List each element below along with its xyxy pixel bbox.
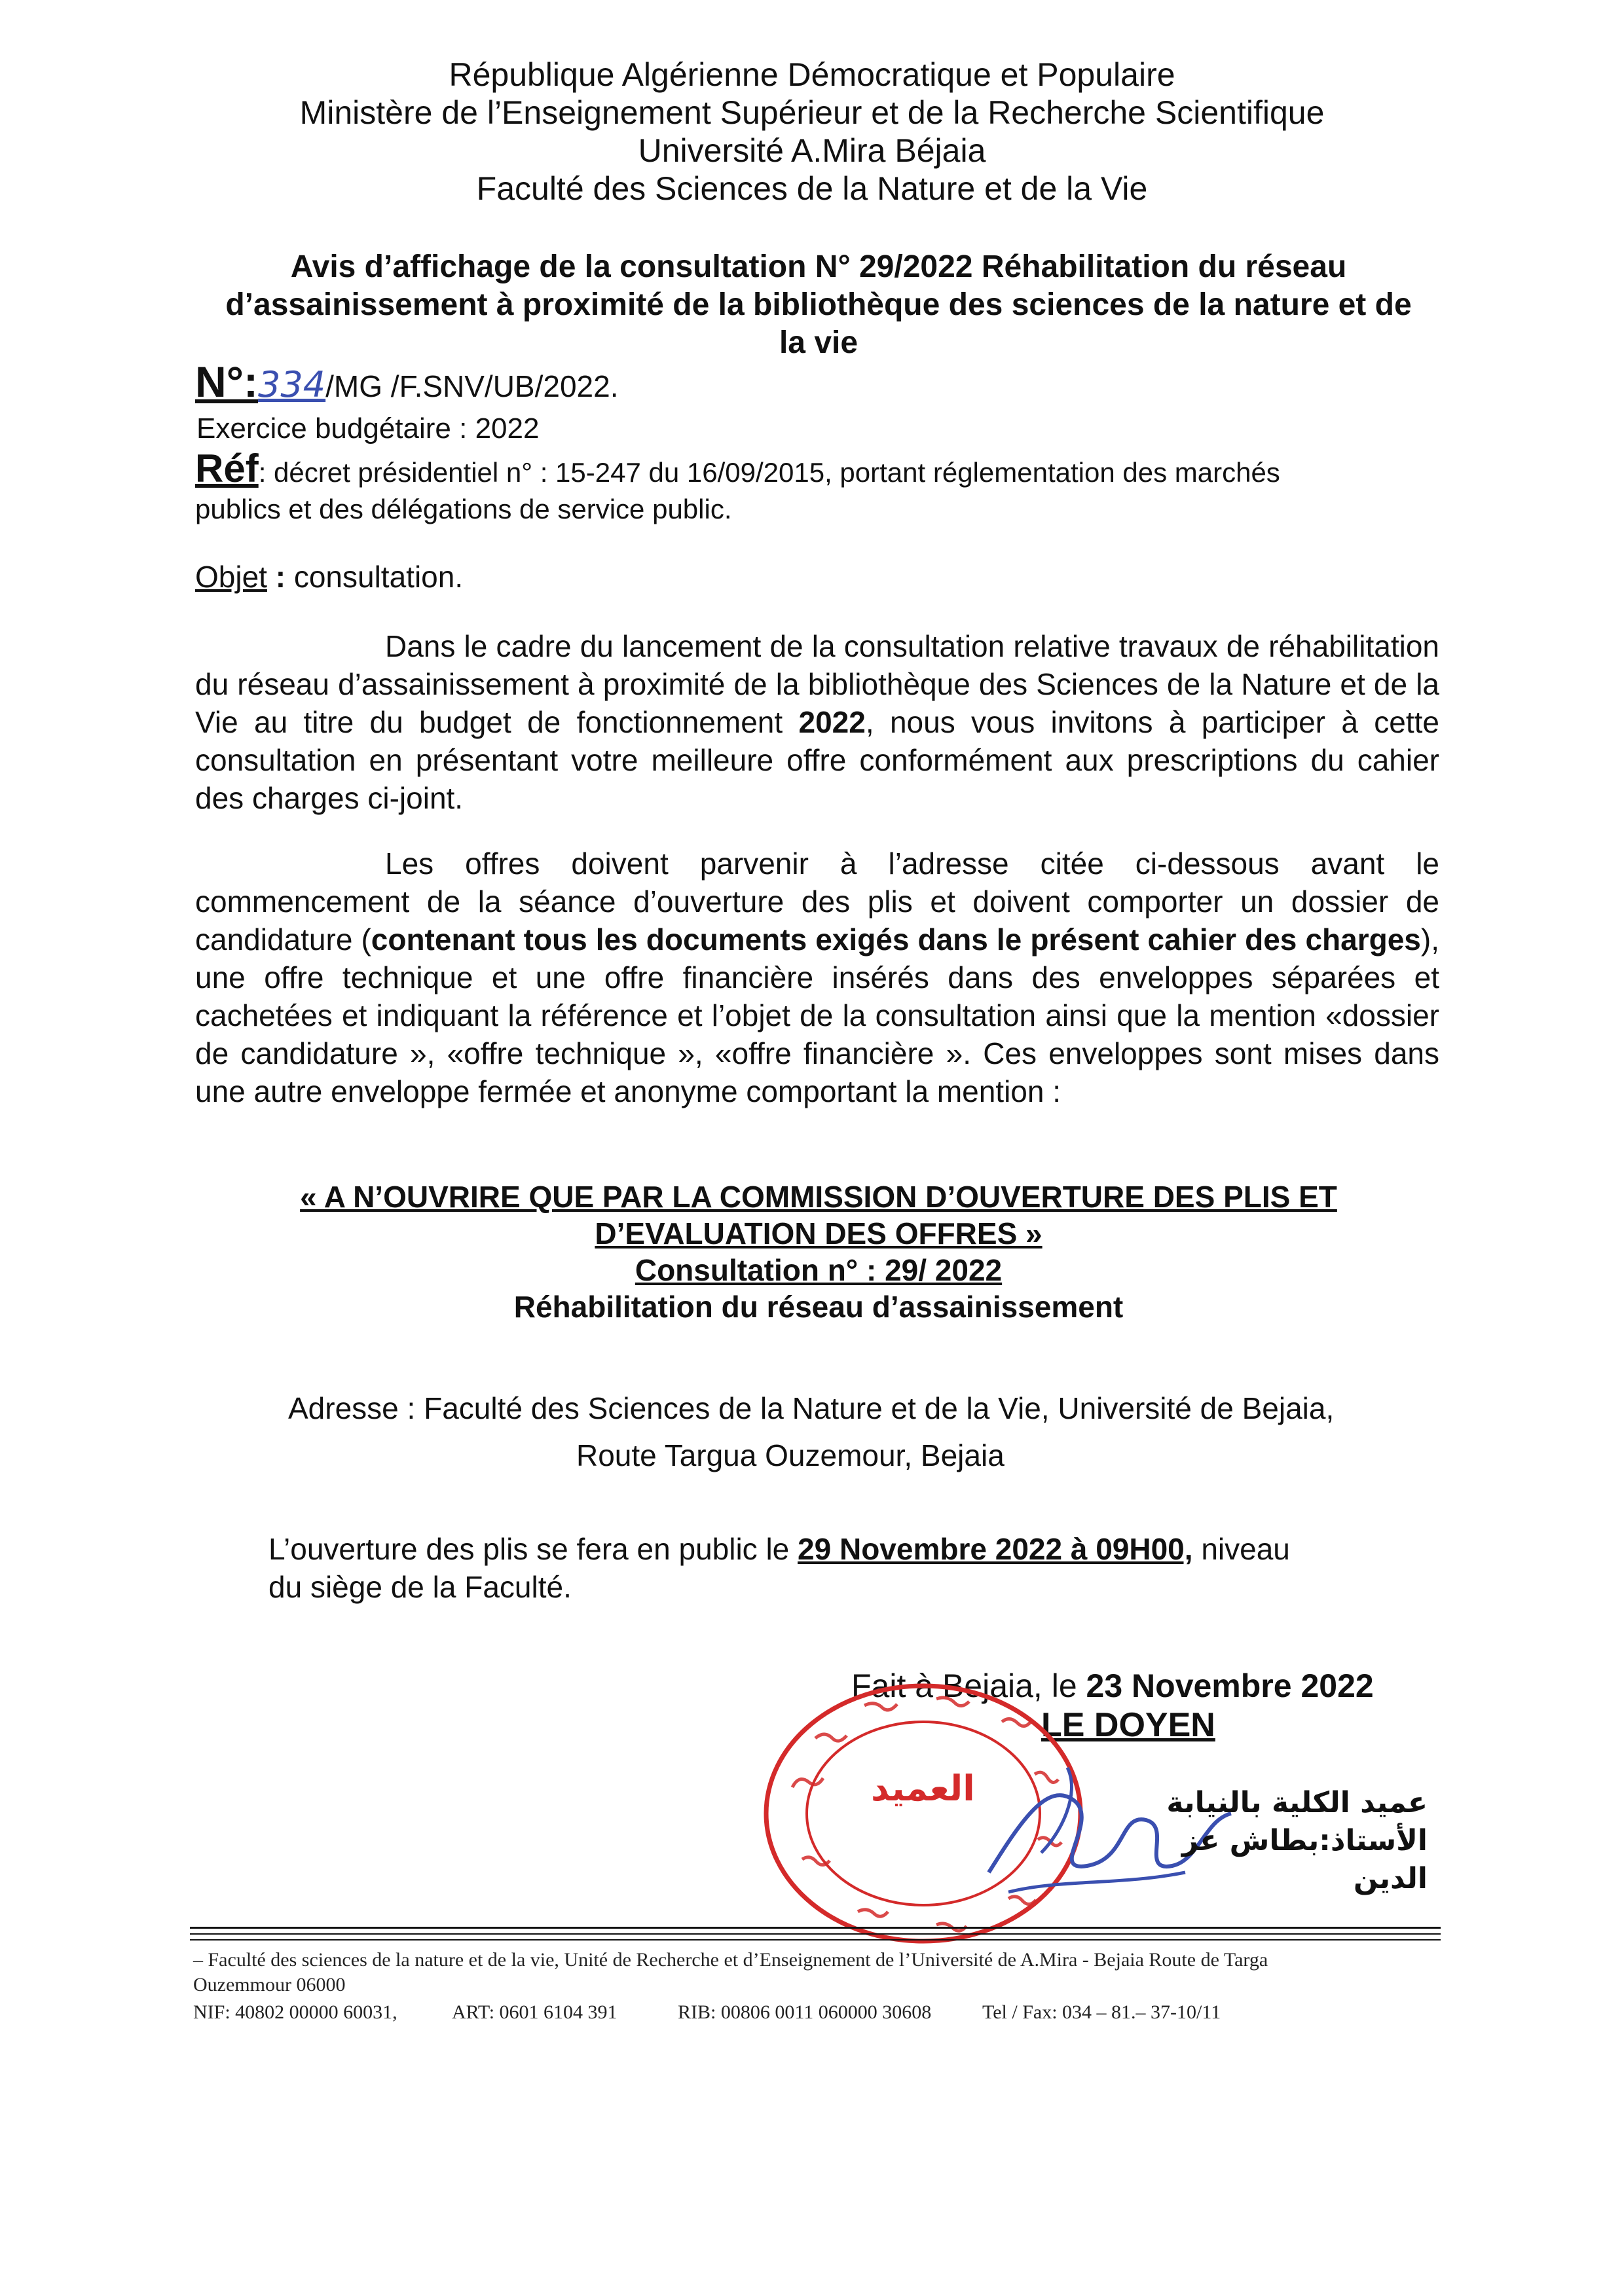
reference-number-label: N°: bbox=[195, 357, 259, 406]
footer-art: ART: 0601 6104 391 bbox=[452, 2001, 618, 2023]
address-line1: Adresse : Faculté des Sciences de la Nature et de la Vie, Université de Bejaia, bbox=[288, 1391, 1335, 1425]
address-line2: Route Targua Ouzemour, Bejaia bbox=[576, 1438, 1005, 1472]
envelope-subject: Réhabilitation du réseau d’assainissement bbox=[513, 1290, 1124, 1324]
arabic-signature-block bbox=[1139, 1784, 1428, 1898]
paragraph1-text-b: , nous vous invitons à participer à cette consultation en présentant votre meilleure offre conformément aux prescriptions du cahier des charges ci-joint. bbox=[195, 705, 1439, 815]
envelope-mention-line1: « A N’OUVRIRE QUE PAR LA COMMISSION D’OUVERTURE DES PLIS ET bbox=[300, 1180, 1337, 1214]
arabic-dean-name: الأستاذ:بطاش عز الدين bbox=[1181, 1824, 1428, 1895]
footer-line1: – Faculté des sciences de la nature et de la vie, Unité de Recherche et d’Enseignement de l’Université de A.Mira - Bejaia Route de Targa bbox=[193, 1949, 1268, 1971]
place-date-text: Fait à Bejaia, le bbox=[851, 1667, 1086, 1704]
reference-number-handwritten: 334 bbox=[258, 364, 326, 405]
signature-date: 23 Novembre 2022 bbox=[1086, 1667, 1374, 1704]
opening-date-time: 29 Novembre 2022 à 09H00, bbox=[798, 1532, 1193, 1566]
arabic-dean-title: عميد الكلية بالنيابة bbox=[1166, 1786, 1428, 1819]
budget-year: Exercice budgétaire : 2022 bbox=[196, 412, 540, 445]
reference-text-1: : décret présidentiel n° : 15-247 du 16/09/2015, portant réglementation des marchés bbox=[258, 457, 1280, 488]
reference-number bbox=[195, 359, 619, 409]
reference-decree bbox=[195, 446, 1439, 528]
paragraph2-text-a: Les offres doivent parvenir à l’adresse citée ci-dessous avant le commencement de la séance d’ouverture des plis et doivent comporter un dossier de candidature ( bbox=[195, 847, 1439, 957]
reference-number-suffix: /MG /F.SNV/UB/2022. bbox=[325, 369, 619, 403]
footer-rule-top bbox=[190, 1927, 1441, 1929]
footer-line2: Ouzemmour 06000 bbox=[193, 1974, 346, 1995]
opening-notice bbox=[268, 1530, 1441, 1606]
stamp-center-text: العميد bbox=[871, 1769, 975, 1808]
footer-tel-fax: Tel / Fax: 034 – 81.– 37-10/11 bbox=[982, 2001, 1221, 2023]
paragraph2-bold: contenant tous les documents exigés dans le présent cahier des charges bbox=[371, 922, 1421, 957]
objet-label: Objet bbox=[195, 560, 267, 594]
opening-text-b: niveau bbox=[1192, 1532, 1290, 1566]
header-line-faculty: Faculté des Sciences de la Nature et de la Vie bbox=[476, 170, 1148, 207]
paragraph-offer-instructions bbox=[195, 845, 1439, 1110]
envelope-mention bbox=[196, 1178, 1441, 1325]
paragraph1-text-a: Dans le cadre du lancement de la consultation relative travaux de réhabilitation du réseau d’assainissement à proximité de la bibliothèque des Sciences de la Nature et de la Vie au titre du budget de fonctionnement bbox=[195, 629, 1439, 739]
footer-address bbox=[193, 1948, 1450, 1997]
paragraph-consultation-intro bbox=[195, 627, 1439, 817]
document-title-line2: d’assainissement à proximité de la bibliothèque des sciences de la nature et de bbox=[225, 287, 1412, 322]
header-line-republic: République Algérienne Démocratique et Populaire bbox=[449, 56, 1175, 93]
dean-title: LE DOYEN bbox=[1041, 1706, 1215, 1744]
header-line-university: Université A.Mira Béjaia bbox=[638, 132, 986, 169]
envelope-consultation-number: Consultation n° : 29/ 2022 bbox=[635, 1253, 1003, 1287]
footer-rule-middle bbox=[190, 1933, 1441, 1935]
opening-text-a: L’ouverture des plis se fera en public le bbox=[268, 1532, 798, 1566]
footer-rib: RIB: 00806 0011 060000 30608 bbox=[678, 2001, 932, 2023]
header-line-ministry: Ministère de l’Enseignement Supérieur et de la Recherche Scientifique bbox=[299, 94, 1325, 131]
objet-line bbox=[195, 558, 463, 595]
paragraph1-bold-year: 2022 bbox=[798, 705, 866, 739]
reference-text-2: publics et des délégations de service public. bbox=[195, 494, 732, 524]
footer-rule-bottom bbox=[190, 1939, 1441, 1941]
opening-line2: du siège de la Faculté. bbox=[268, 1570, 572, 1604]
reference-label: Réf bbox=[195, 446, 259, 490]
objet-colon: : bbox=[267, 560, 286, 594]
footer-nif: NIF: 40802 00000 60031, bbox=[193, 2001, 397, 2023]
paragraph2-text-b: ), une offre technique et une offre financière insérés dans des enveloppes séparées et cachetées et indiquant la référence et l’objet de la consultation ainsi que la mention «dossier de candidature », «offre technique », «offre financière ». Ces enveloppes sont mises dans une autre enveloppe fermée et anonyme comportant la mention : bbox=[195, 922, 1439, 1108]
objet-text: consultation. bbox=[286, 560, 464, 594]
document-title-line3: la vie bbox=[779, 325, 858, 360]
document-title-line1: Avis d’affichage de la consultation N° 29/2022 Réhabilitation du réseau bbox=[290, 249, 1347, 284]
envelope-mention-line2: D’EVALUATION DES OFFRES » bbox=[595, 1216, 1043, 1250]
